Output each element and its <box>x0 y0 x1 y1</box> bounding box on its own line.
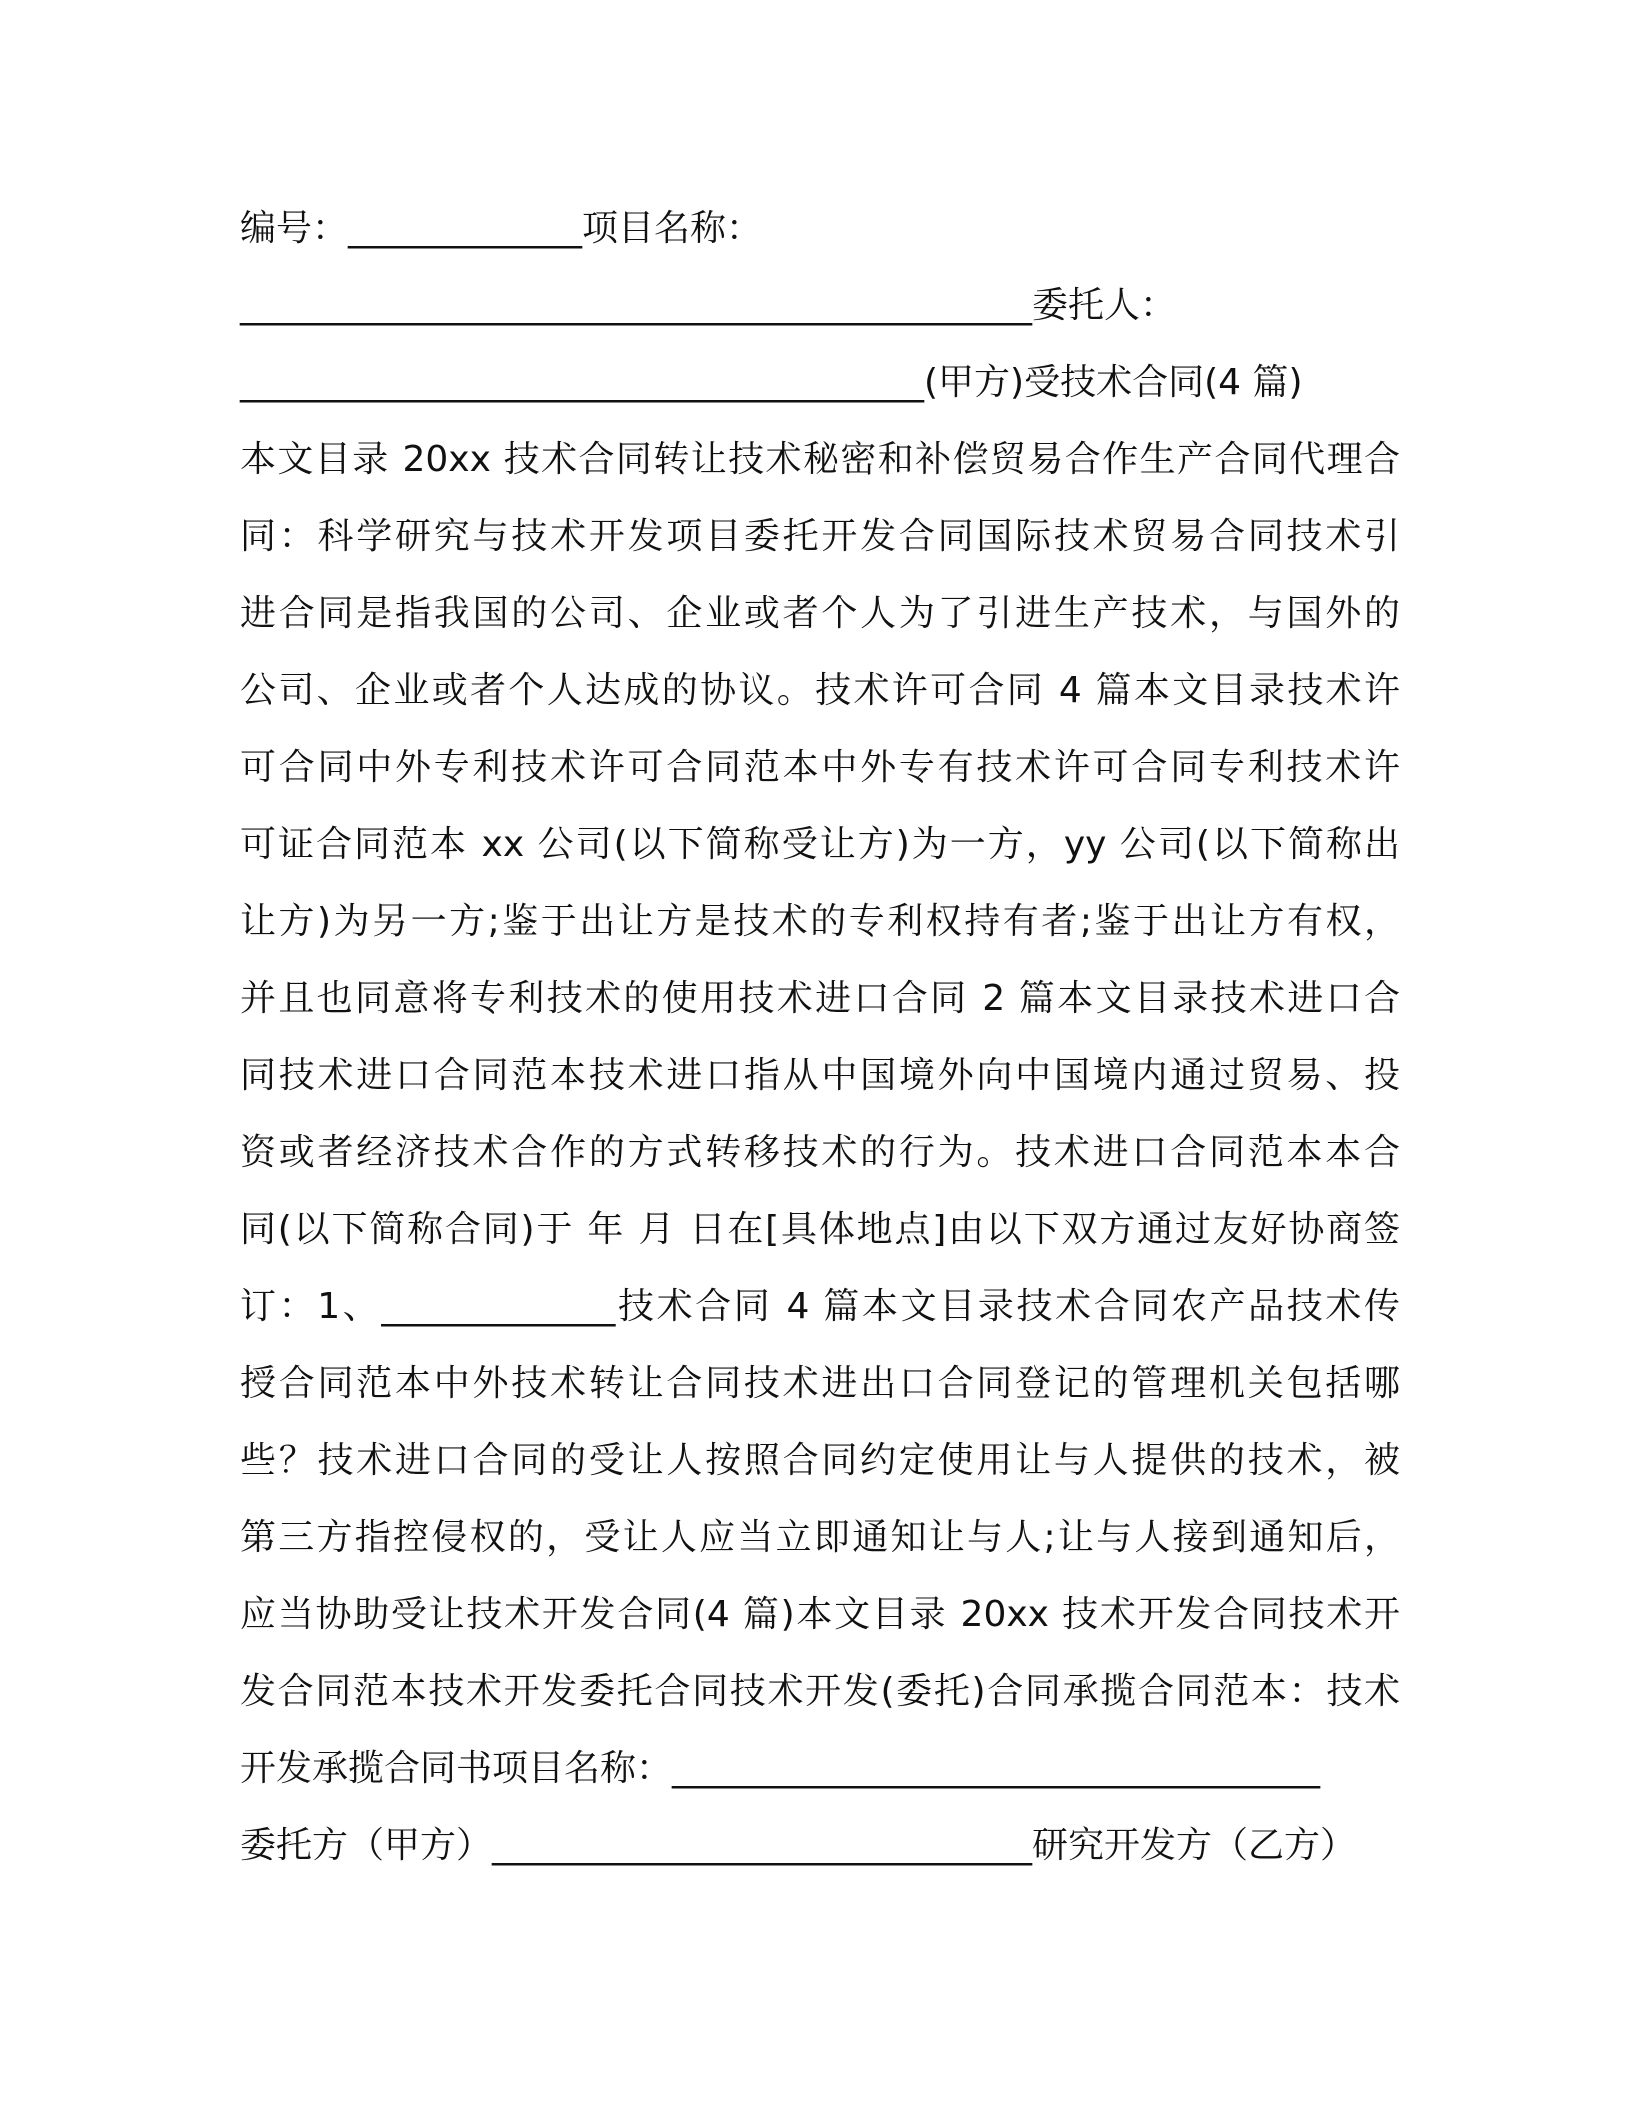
doc-line-18 <box>240 1499 1400 1576</box>
line-text: 可证合同范本 xx 公司(以下简称受让方)为一方，yy 公司(以下简称出 <box>240 824 1400 865</box>
line-text: 发合同范本技术开发委托合同技术开发(委托)合同承揽合同范本：技术 <box>240 1671 1400 1712</box>
doc-line-10 <box>240 883 1400 960</box>
line-text: 委托方（甲方）______________________________研究开发方（乙方） <box>240 1825 1357 1866</box>
line-text: 本文目录 20xx 技术合同转让技术秘密和补偿贸易合作生产合同代理合 <box>240 439 1400 480</box>
doc-line-14 <box>240 1191 1400 1268</box>
doc-line-22 <box>240 1807 1400 1884</box>
line-text: 同：科学研究与技术开发项目委托开发合同国际技术贸易合同技术引 <box>240 516 1400 557</box>
line-text: 应当协助受让技术开发合同(4 篇)本文目录 20xx 技术开发合同技术开 <box>240 1594 1400 1635</box>
doc-line-1 <box>240 190 1400 267</box>
line-text: 可合同中外专利技术许可合同范本中外专有技术许可合同专利技术许 <box>240 747 1400 788</box>
line-text: 同技术进口合同范本技术进口指从中国境外向中国境内通过贸易、投 <box>240 1055 1400 1096</box>
line-text: 开发承揽合同书项目名称：____________________________________ <box>240 1748 1321 1789</box>
line-text: ____________________________________________委托人： <box>240 285 1177 326</box>
line-text: 订：1、_____________技术合同 4 篇本文目录技术合同农产品技术传 <box>240 1286 1400 1327</box>
line-text: ______________________________________(甲方)受技术合同(4 篇) <box>240 362 1303 403</box>
doc-line-2 <box>240 267 1400 344</box>
doc-line-12 <box>240 1037 1400 1114</box>
line-text: 些？技术进口合同的受让人按照合同约定使用让与人提供的技术，被 <box>240 1440 1400 1481</box>
doc-line-13 <box>240 1114 1400 1191</box>
doc-line-16 <box>240 1345 1400 1422</box>
doc-line-20 <box>240 1653 1400 1730</box>
line-text: 进合同是指我国的公司、企业或者个人为了引进生产技术，与国外的 <box>240 593 1400 634</box>
line-text: 并且也同意将专利技术的使用技术进口合同 2 篇本文目录技术进口合 <box>240 978 1400 1019</box>
doc-line-17 <box>240 1422 1400 1499</box>
doc-line-6 <box>240 575 1400 652</box>
doc-line-8 <box>240 729 1400 806</box>
line-text: 编号：_____________项目名称： <box>240 208 763 249</box>
doc-line-5 <box>240 498 1400 575</box>
doc-line-3 <box>240 344 1400 421</box>
doc-line-11 <box>240 960 1400 1037</box>
line-text: 公司、企业或者个人达成的协议。技术许可合同 4 篇本文目录技术许 <box>240 670 1400 711</box>
document-body <box>240 190 1400 1884</box>
doc-line-21 <box>240 1730 1400 1807</box>
doc-line-4 <box>240 421 1400 498</box>
doc-line-7 <box>240 652 1400 729</box>
doc-line-19 <box>240 1576 1400 1653</box>
line-text: 资或者经济技术合作的方式转移技术的行为。技术进口合同范本本合 <box>240 1132 1400 1173</box>
line-text: 授合同范本中外技术转让合同技术进出口合同登记的管理机关包括哪 <box>240 1363 1400 1404</box>
doc-line-15 <box>240 1268 1400 1345</box>
line-text: 第三方指控侵权的，受让人应当立即通知让与人;让与人接到通知后， <box>240 1517 1400 1558</box>
doc-line-9 <box>240 806 1400 883</box>
line-text: 让方)为另一方;鉴于出让方是技术的专利权持有者;鉴于出让方有权， <box>240 901 1400 942</box>
line-text: 同(以下简称合同)于 年 月 日在[具体地点]由以下双方通过友好协商签 <box>240 1209 1400 1250</box>
